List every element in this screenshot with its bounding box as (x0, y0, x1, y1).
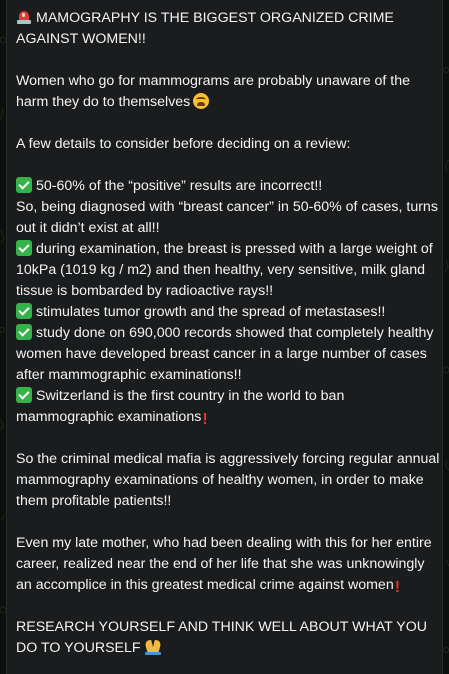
folded-hands-icon (144, 639, 162, 655)
point-item-2: during examination, the breast is pressed with a large weight of 10kPa (1019 kg / m2) and then healthy, very sensitive, milk gland tissue is bombarded by radioactive rays!! (16, 241, 437, 299)
exclamation-mark-icon: ! (394, 579, 401, 596)
police-siren-icon (16, 9, 32, 25)
message-bubble (6, 0, 443, 674)
point-item-3: stimulates tumor growth and the spread of metastases!! (16, 302, 440, 323)
message-text (16, 8, 444, 659)
conclusion-paragraph: So the criminal medical mafia is aggressively forcing regular annual mammography examinations of healthy women, in order to make them profitable patients!! (16, 451, 444, 509)
mother-story-paragraph: Even my late mother, who had been dealing with this for her entire career, realized near the end of her life that she was unknowingly an accomplice in this greatest medical crime against women! (16, 535, 436, 596)
exclamation-mark-icon: ! (202, 411, 208, 428)
tired-face-icon (193, 93, 209, 109)
check-mark-button-icon (16, 324, 32, 340)
check-mark-button-icon (16, 240, 32, 256)
point-item-1: 50-60% of the “positive” results are incorrect!! (16, 176, 440, 197)
point-item-4: study done on 690,000 records showed that completely healthy women have developed breast cancer in a large number of cases after mammographic examinations!! (16, 325, 438, 383)
call-to-action: RESEARCH YOURSELF AND THINK WELL ABOUT WHAT YOU DO TO YOURSELF (16, 619, 431, 656)
point-item-5: Switzerland is the first country in the world to ban mammographic examinations! (16, 388, 349, 428)
point-item-1-followup: So, being diagnosed with “breast cancer” in 50-60% of cases, turns out it didn’t exist at all!! (16, 199, 442, 236)
intro-paragraph: Women who go for mammograms are probably unaware of the harm they do to themselves (16, 73, 414, 110)
message-title: MAMOGRAPHY IS THE BIGGEST ORGANIZED CRIME AGAINST WOMEN!! (16, 10, 398, 47)
check-mark-button-icon (16, 387, 32, 403)
details-heading: A few details to consider before deciding on a review: (16, 136, 351, 152)
check-mark-button-icon (16, 177, 32, 193)
check-mark-button-icon (16, 303, 32, 319)
